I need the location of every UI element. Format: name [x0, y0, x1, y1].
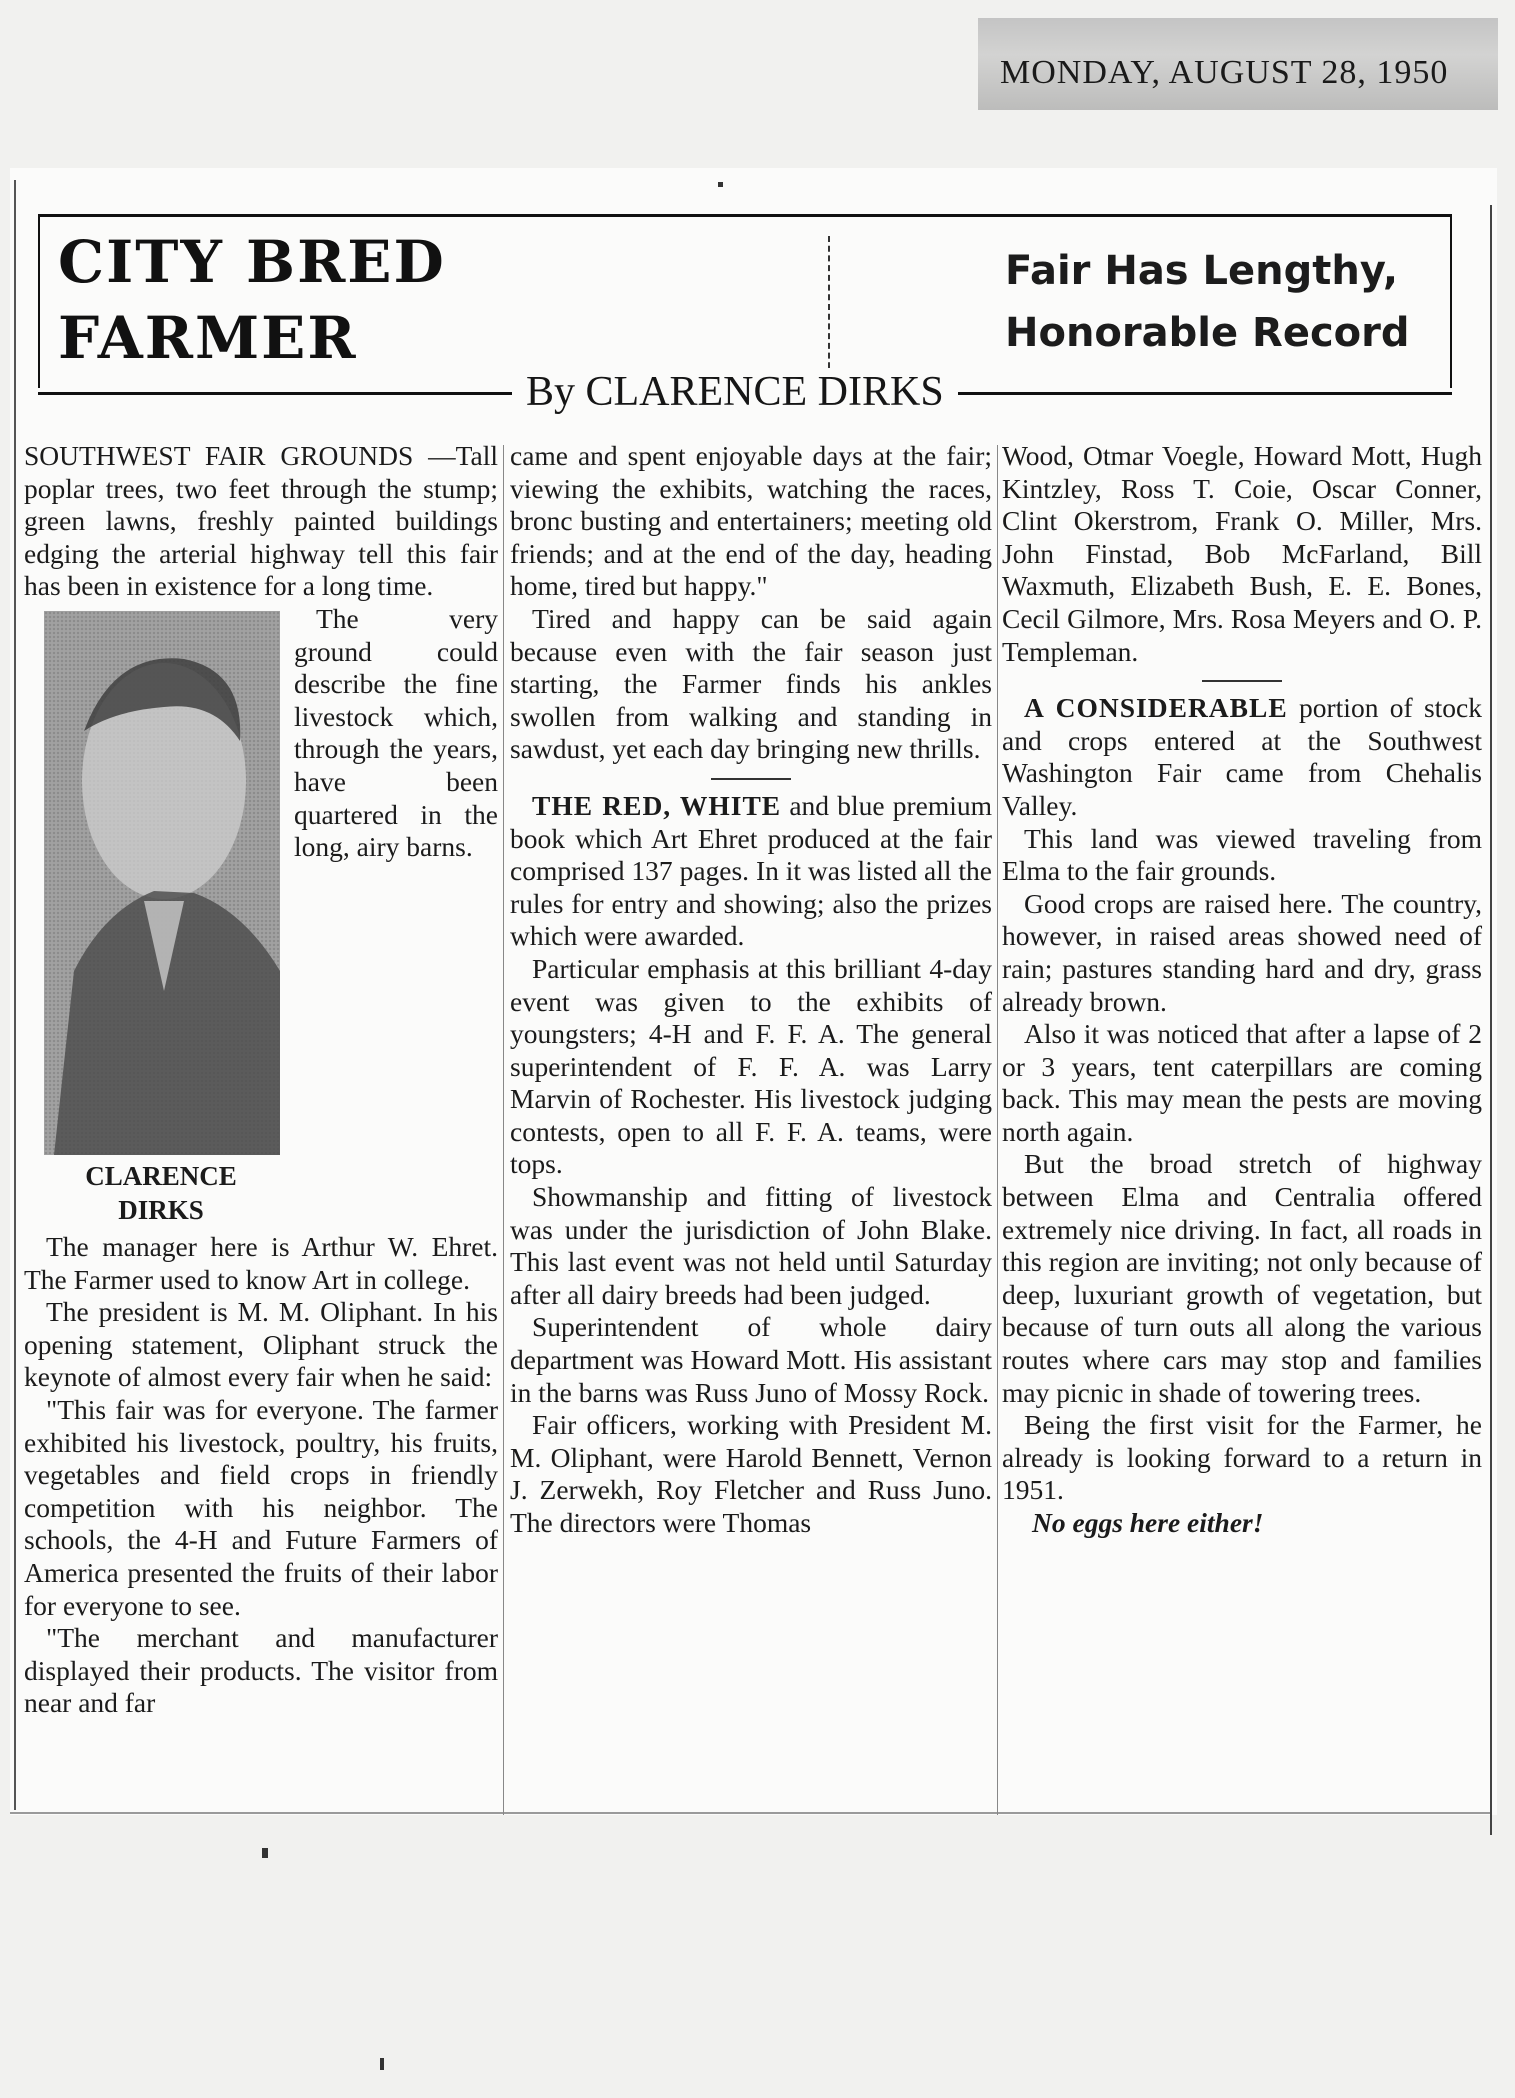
section-lead-in: A CONSIDERABLE [1024, 692, 1288, 724]
dateline-text: MONDAY, AUGUST 28, 1950 [1000, 54, 1449, 91]
article-paragraph: The very ground could describe the fine livestock which, through the years, have been quartered in the long, airy barns. [294, 602, 498, 863]
column-title-line2: FARMER [58, 304, 358, 372]
photo-caption [40, 1159, 282, 1227]
article-paragraph: But the broad stretch of highway between Elma and Centralia offered extremely nice driving. In fact, all roads in this region are inviting; not only because of deep, luxuriant growth of vegetation, but because of turn outs all along the various routes where cars may stop and families may picnic in shade of towering trees. [1002, 1148, 1482, 1408]
article-column-2 [510, 440, 992, 1540]
paper-speck [380, 2058, 384, 2070]
article-column-3 [1002, 440, 1482, 1540]
paper-speck [718, 182, 723, 187]
article-paragraph: and blue premium book which Art Ehret produced at the fair comprised 137 pages. In it was listed all the rules for entry and showing; also the prizes which were awarded. [510, 789, 992, 952]
photo-caption-line1: CLARENCE [85, 1160, 237, 1191]
article-paragraph: Particular emphasis at this brilliant 4-day event was given to the exhibits of youngsters; 4-H and F. F. A. The general superintendent of F. F. A. was Larry Marvin of Rochester. His livestock judging contests, open to all F. F. A. teams, were tops. [510, 952, 992, 1180]
paper-speck [262, 1848, 268, 1858]
masthead-divider [828, 236, 832, 378]
section-divider [711, 778, 791, 780]
clipping-left-edge [14, 180, 16, 1810]
article-paragraph: SOUTHWEST FAIR GROUNDS —Tall poplar trees, two feet through the stump; green lawns, freshly painted buildings edging the arterial highway tell this fair has been in existence for a long time. [24, 440, 498, 602]
section-divider [1202, 680, 1282, 682]
article-paragraph: Showmanship and fitting of livestock was under the jurisdiction of John Blake. This last event was not held until Saturday after all dairy breeds had been judged. [510, 1181, 992, 1310]
side-headline-line2: Honorable Record [1005, 310, 1410, 356]
column-title [58, 224, 446, 376]
clipping-bottom-edge [10, 1812, 1490, 1814]
article-paragraph: Wood, Otmar Voegle, Howard Mott, Hugh Kintzley, Ross T. Coie, Oscar Conner, Clint Okerstrom, Frank O. Miller, Mrs. John Finstad, Bob McFarland, Bill Waxmuth, Elizabeth Bush, E. E. Bones, Cecil Gilmore, Mrs. Rosa Meyers and O. P. Templeman. [1002, 440, 1482, 667]
article-paragraph: came and spent enjoyable days at the fair; viewing the exhibits, watching the races, bronc busting and entertainers; meeting old friends; and at the end of the day, heading home, tired but happy." [510, 440, 992, 602]
column-separator-1 [503, 445, 504, 1815]
article-paragraph: Good crops are raised here. The country, however, in raised areas showed need of rain; pastures standing hard and dry, grass already brown. [1002, 887, 1482, 1017]
column-separator-2 [997, 445, 998, 1815]
photo-caption-line2: DIRKS [118, 1194, 204, 1225]
article-paragraph: Fair officers, working with President M. M. Oliphant, were Harold Bennett, Vernon J. Zerwekh, Roy Fletcher and Russ Juno. The directors were Thomas [510, 1409, 992, 1538]
author-photo [44, 611, 280, 1155]
section-lead-in: THE RED, WHITE [532, 789, 782, 821]
article-paragraph: "The merchant and manufacturer displayed their products. The visitor from near and far [24, 1622, 498, 1719]
column-title-line1: CITY BRED [58, 228, 446, 296]
article-paragraph: The manager here is Arthur W. Ehret. The Farmer used to know Art in college. [24, 1230, 498, 1295]
article-column-1 [24, 440, 498, 1720]
article-paragraph: This land was viewed traveling from Elma to the fair grounds. [1002, 822, 1482, 887]
byline: By CLARENCE DIRKS [512, 368, 958, 416]
article-paragraph: Tired and happy can be said again because even with the fair season just starting, the Farmer finds his ankles swollen from walking and standing in sawdust, yet each day bringing new thrills. [510, 602, 992, 765]
article-paragraph: Also it was noticed that after a lapse of 2 or 3 years, tent caterpillars are coming back. This may mean the pests are moving north again. [1002, 1018, 1482, 1147]
article-paragraph: The president is M. M. Oliphant. In his opening statement, Oliphant struck the keynote of almost every fair when he said: [24, 1296, 498, 1393]
dateline-strip [978, 18, 1498, 110]
article-paragraph: "This fair was for everyone. The farmer exhibited his livestock, poultry, his fruits, vegetables and field crops in friendly competition with his neighbor. The schools, the 4-H and Future Farmers of America presented the fruits of their labor for everyone to see. [24, 1393, 498, 1621]
author-portrait-icon [44, 611, 280, 1155]
article-paragraph: portion of stock and crops entered at the Southwest Washington Fair came from Chehalis Valley. [1002, 692, 1482, 821]
side-headline [1005, 240, 1410, 364]
clipping-right-edge [1490, 205, 1492, 1835]
article-paragraph: Being the first visit for the Farmer, he already is looking forward to a return in 1951. [1002, 1409, 1482, 1506]
side-headline-line1: Fair Has Lengthy, [1005, 248, 1399, 294]
article-paragraph: Superintendent of whole dairy department was Howard Mott. His assistant in the barns was Russ Juno of Mossy Rock. [510, 1311, 992, 1408]
closing-line: No eggs here either! [1032, 1507, 1264, 1538]
